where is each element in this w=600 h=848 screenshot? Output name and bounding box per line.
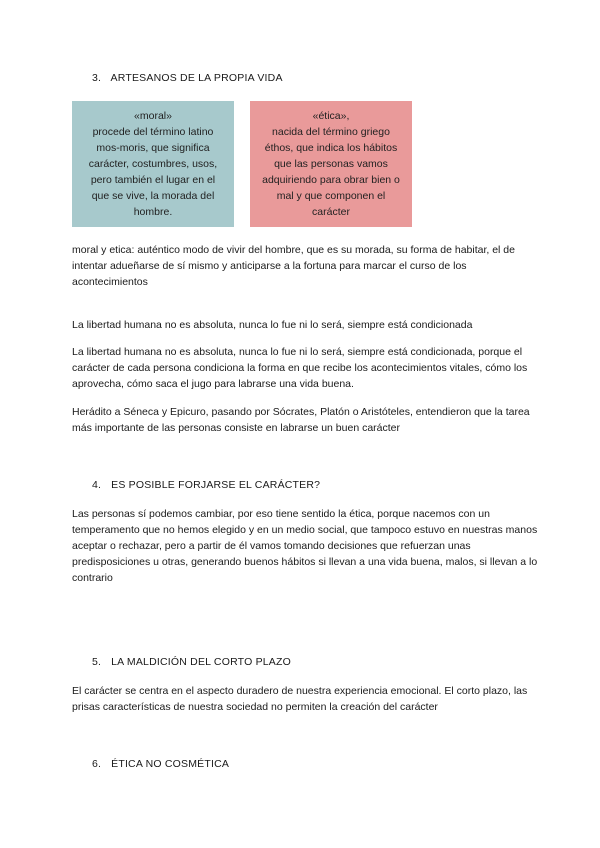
section-title: ARTESANOS DE LA PROPIA VIDA (110, 72, 283, 84)
paragraph-corto-plazo: El carácter se centra en el aspecto duradero de nuestra experiencia emocional. El corto plazo, las prisas características de nuestra sociedad no permiten la creación del carácter (72, 685, 528, 713)
paragraph-moral-etica: moral y etica: auténtico modo de vivir del hombre, que es su morada, su forma de habitar, el de intentar adueñarse de sí mismo y anticiparse a la fortuna para marcar el curso de los acontecimientos (72, 244, 515, 288)
section-heading-5 (92, 656, 291, 668)
paragraph-libertad-1: La libertad humana no es absoluta, nunca lo fue ni lo será, siempre está condicionada (72, 319, 473, 331)
section-number: 6. (92, 758, 102, 770)
section-heading-6 (92, 758, 229, 770)
paragraph-libertad-2: La libertad humana no es absoluta, nunca lo fue ni lo será, siempre está condicionada, porque el carácter de cada persona condiciona la forma en que recibe los acontecimientos vitales, cómo los aprovecha, cómo saca el jugo para labrarse una vida buena. (72, 346, 528, 390)
section-title: ES POSIBLE FORJARSE EL CARÁCTER? (111, 479, 321, 491)
section-number: 4. (92, 479, 102, 491)
etica-definition-box (250, 101, 412, 227)
section-number: 5. (92, 656, 102, 668)
section-title: ÉTICA NO COSMÉTICA (111, 758, 230, 770)
etica-definition-text: «ética», nacida del término griego éthos, que indica los hábitos que las personas vamos adquiriendo para obrar bien o mal y que componen el carácter (262, 110, 400, 218)
moral-definition-text: «moral» procede del término latino mos-moris, que significa carácter, costumbres, usos, pero también el lugar en el que se vive, la morada del hombre. (88, 110, 218, 218)
section-heading-4 (92, 479, 320, 491)
paragraph-cambiar: Las personas sí podemos cambiar, por eso tiene sentido la ética, porque nacemos con un temperamento que no hemos elegido y en un medio social, que tampoco estuvo en nuestras manos aceptar o rechazar, pero a partir de él vamos tomando decisiones que refuerzan unas predisposiciones u otras, generando buenos hábitos si llevan a una vida buena, malos, si llevan a lo contrario (72, 508, 538, 584)
section-heading-3 (92, 72, 283, 84)
paragraph-filosofos: Herádito a Séneca y Epicuro, pasando por Sócrates, Platón o Aristóteles, entendieron que la tarea más importante de las personas consiste en labrarse un buen carácter (72, 406, 530, 434)
section-title: LA MALDICIÓN DEL CORTO PLAZO (111, 656, 291, 668)
section-number: 3. (92, 72, 102, 84)
moral-definition-box (72, 101, 234, 227)
